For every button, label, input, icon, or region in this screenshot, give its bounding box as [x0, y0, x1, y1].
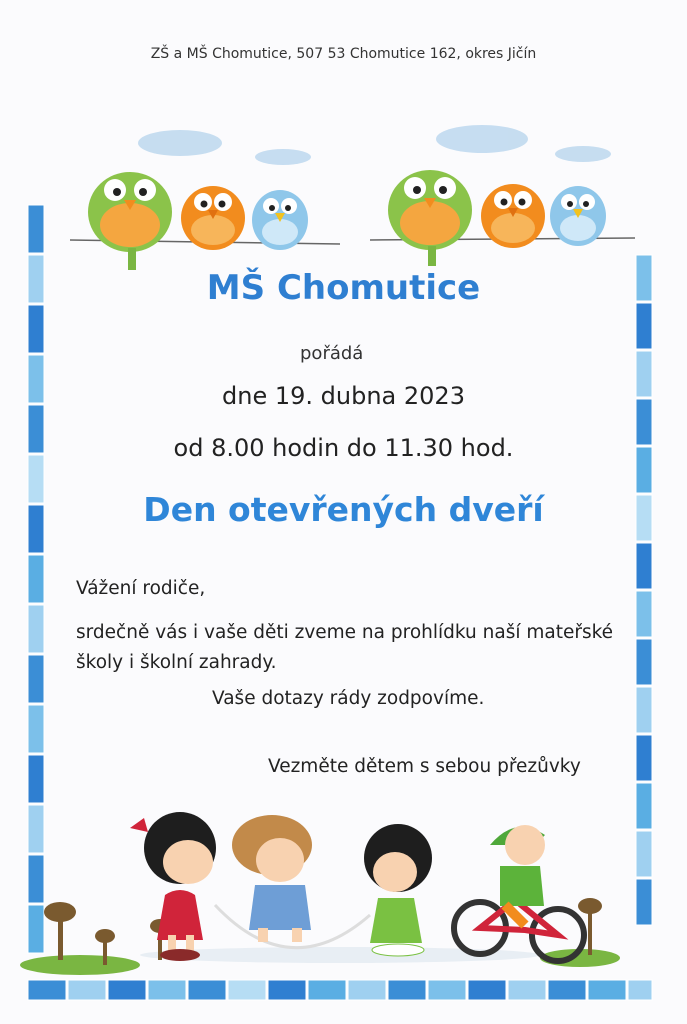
girl-with-bow-icon	[130, 812, 216, 961]
boy-on-bicycle-icon	[454, 825, 584, 961]
right-mosaic-border	[636, 255, 652, 925]
greeting-text: Vážení rodiče,	[76, 578, 206, 599]
girl-green-dress-icon	[364, 824, 432, 956]
school-address-header: ZŠ a MŠ Chomutice, 507 53 Chomutice 162, okres Jičín	[150, 46, 537, 62]
slippers-note: Vezměte dětem s sebou přezůvky	[268, 756, 581, 777]
organizes-text: pořádá	[300, 343, 364, 364]
page-title: MŠ Chomutice	[206, 268, 481, 308]
invitation-paragraph: srdečně vás i vaše děti zveme na prohlídku naší mateřské školy i školní zahrady.	[76, 622, 614, 673]
event-date: dne 19. dubna 2023	[222, 382, 465, 410]
bottom-mosaic-border	[28, 980, 652, 1000]
birds-left-icon	[70, 172, 340, 270]
event-time: od 8.00 hodin do 11.30 hod.	[173, 434, 514, 462]
event-name: Den otevřených dveří	[143, 490, 544, 529]
questions-text: Vaše dotazy rády zodpovíme.	[212, 688, 485, 709]
left-mosaic-border	[28, 205, 44, 953]
girl-jumping-icon	[232, 815, 312, 942]
birds-right-icon	[370, 170, 635, 266]
clouds	[138, 125, 611, 165]
